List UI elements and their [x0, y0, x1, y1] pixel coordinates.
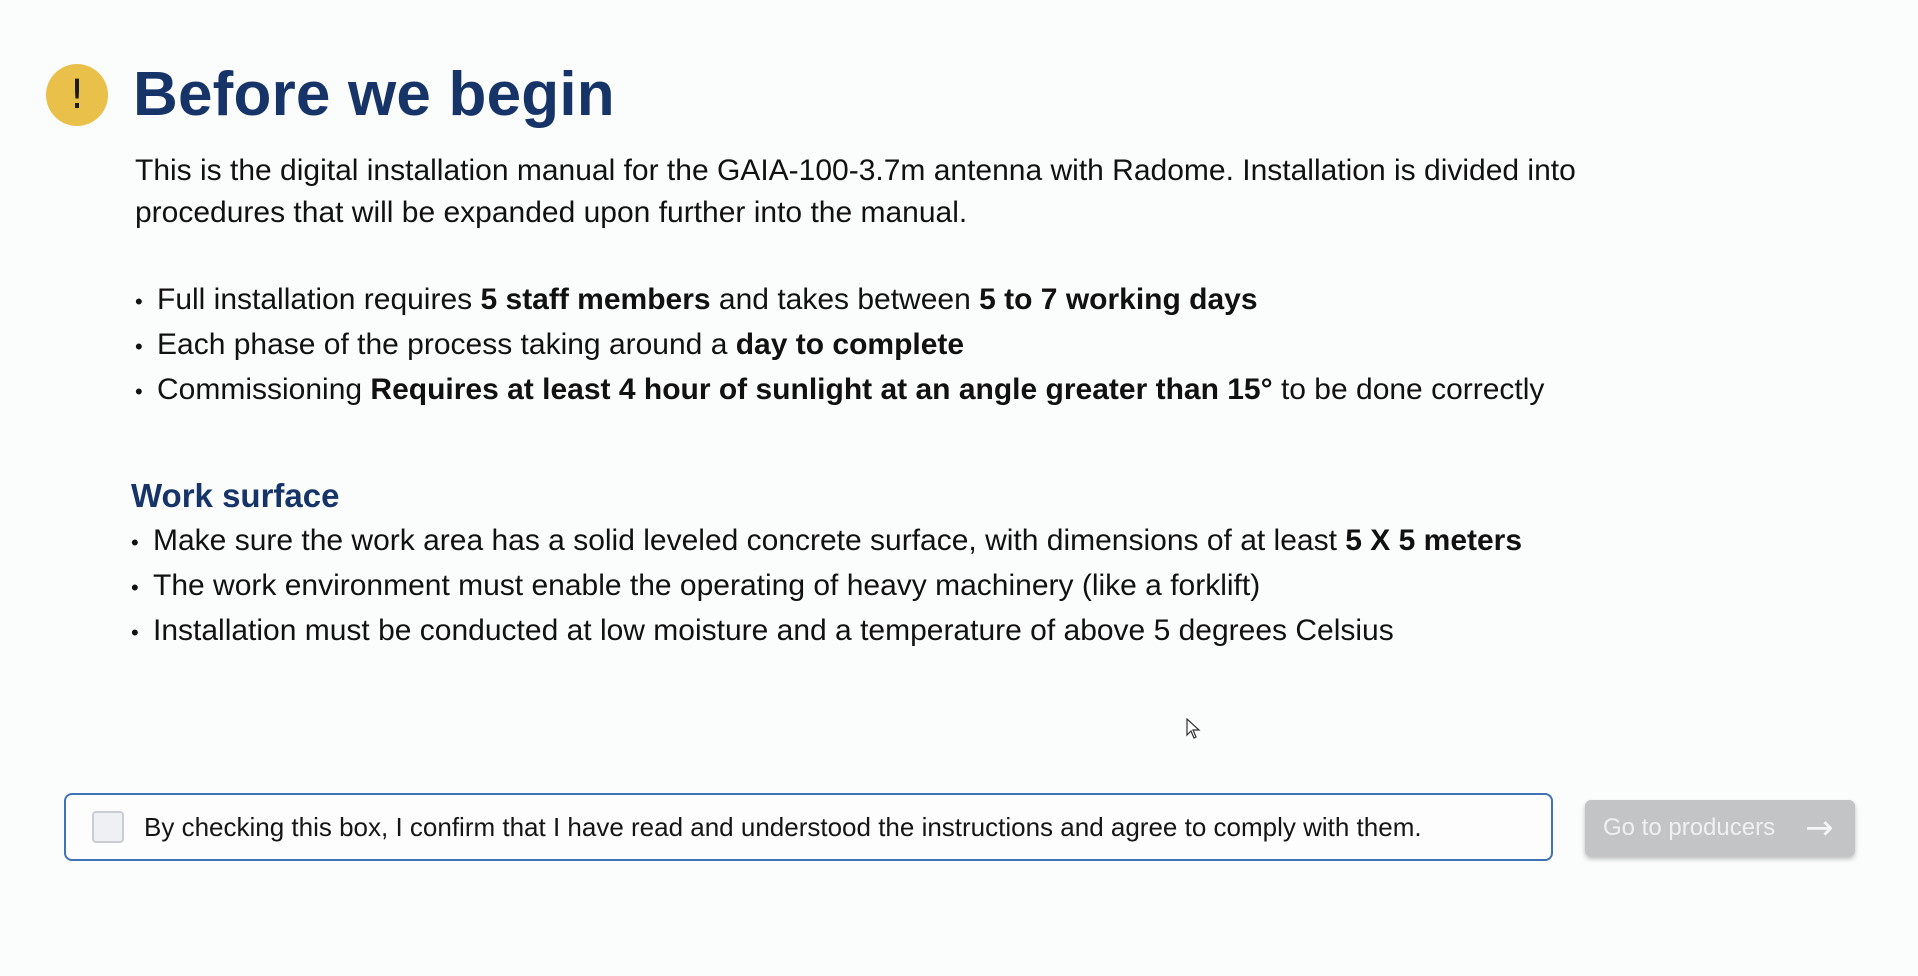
confirm-checkbox[interactable]	[92, 811, 124, 843]
list-item	[135, 323, 1735, 368]
list-item	[131, 564, 1735, 609]
exclamation-glyph: !	[68, 72, 86, 118]
list-item-text: Commissioning Requires at least 4 hour of sunlight at an angle greater than 15° to be done correctly	[157, 373, 1545, 406]
go-to-producers-button[interactable]	[1585, 800, 1855, 856]
bullet-icon: •	[131, 575, 139, 600]
list-item-text: Installation must be conducted at low moisture and a temperature of above 5 degrees Celsius	[153, 614, 1394, 647]
list-item-text: Full installation requires 5 staff members and takes between 5 to 7 working days	[157, 283, 1258, 316]
list-item-text: Make sure the work area has a solid leveled concrete surface, with dimensions of at least 5 X 5 meters	[153, 524, 1523, 557]
list-item-text: Each phase of the process taking around a day to complete	[157, 328, 965, 361]
bullet-icon: •	[131, 530, 139, 555]
mouse-pointer-icon	[1186, 718, 1202, 740]
list-item	[135, 368, 1735, 413]
arrow-right-icon: →	[1805, 808, 1834, 848]
list-item	[131, 519, 1735, 564]
bullet-icon: •	[135, 289, 143, 314]
bullet-icon: •	[135, 334, 143, 359]
confirmation-box[interactable]	[64, 793, 1553, 861]
list-item	[135, 278, 1735, 323]
page-title: Before we begin	[133, 60, 615, 129]
list-item-text: The work environment must enable the operating of heavy machinery (like a forklift)	[153, 569, 1261, 602]
bullet-icon: •	[131, 620, 139, 645]
page-header	[46, 60, 615, 129]
intro-paragraph: This is the digital installation manual for the GAIA-100-3.7m antenna with Radome. Installation is divided into procedures that will be expanded upon further into the manual.	[135, 154, 1576, 229]
work-surface-heading: Work surface	[131, 477, 340, 514]
bullet-icon: •	[135, 379, 143, 404]
instructions-content	[131, 150, 1735, 654]
exclamation-icon	[46, 64, 108, 126]
go-button-label: Go to producers	[1603, 814, 1776, 841]
requirements-list	[135, 278, 1735, 413]
list-item	[131, 609, 1735, 654]
confirm-label: By checking this box, I confirm that I have read and understood the instructions and agree to comply with them.	[144, 811, 1422, 842]
work-surface-list	[131, 519, 1735, 654]
